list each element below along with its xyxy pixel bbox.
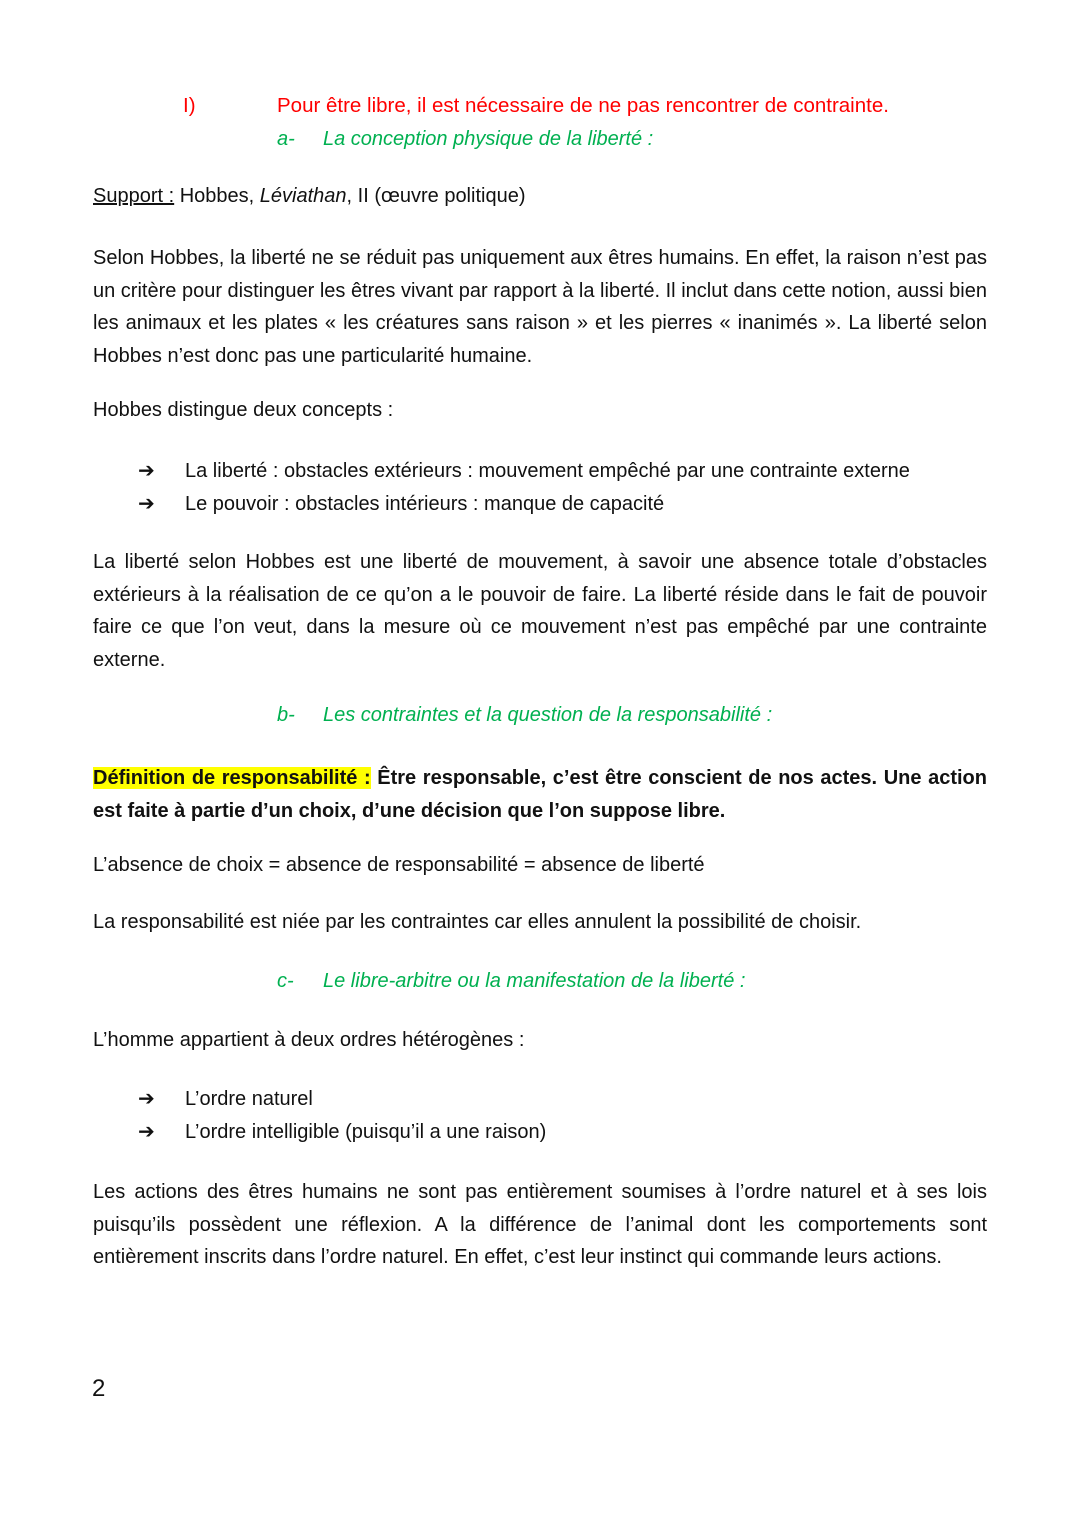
bullet-text: La liberté : obstacles extérieurs : mouvement empêché par une contrainte externe <box>185 460 910 482</box>
arrow-icon: ➔ <box>138 491 155 515</box>
support-author: Hobbes, <box>174 185 260 207</box>
bullet-item <box>138 1119 546 1144</box>
paragraph-1: Selon Hobbes, la liberté ne se réduit pas uniquement aux êtres humains. En effet, la raison n’est pas un critère pour distinguer les êtres vivant par rapport à la liberté. Il inclut dans cette notion, aussi bien les animaux et les plates « les créatures sans raison » et les pierres « inanimés ». La liberté selon Hobbes n’est donc pas une particularité humaine. <box>93 247 987 367</box>
paragraph-2: La liberté selon Hobbes est une liberté de mouvement, à savoir une absence totale d’obstacles extérieurs à la réalisation de ce qu’on a le pouvoir de faire. La liberté réside dans le fait de pouvoir faire ce que l’on veut, dans la mesure où ce mouvement n’est pas empêché par une contrainte externe. <box>93 551 987 671</box>
support-line <box>93 185 525 208</box>
subheading-c <box>0 970 1080 1000</box>
subheading-title: Le libre-arbitre ou la manifestation de la liberté : <box>323 970 746 992</box>
section-title: Pour être libre, il est nécessaire de ne pas rencontrer de contrainte. <box>277 94 889 117</box>
bullet-item <box>138 1086 313 1111</box>
definition-label: Définition de responsabilité <box>93 767 358 789</box>
orders-intro: L’homme appartient à deux ordres hétérogènes : <box>93 1029 525 1051</box>
paragraph-3: La responsabilité est niée par les contraintes car elles annulent la possibilité de choisir. <box>93 911 862 933</box>
subheading-letter: a- <box>277 128 295 150</box>
section-heading <box>0 94 1080 124</box>
arrow-icon: ➔ <box>138 458 155 482</box>
paragraph-4: Les actions des êtres humains ne sont pas entièrement soumises à l’ordre naturel et à ses lois puisqu’ils possèdent une réflexion. A la différence de l’animal dont les comportements sont entièrement inscrits dans l’ordre naturel. En effet, c’est leur instinct qui commande leurs actions. <box>93 1181 987 1268</box>
equation-line: L’absence de choix = absence de responsabilité = absence de liberté <box>93 854 705 876</box>
concepts-intro: Hobbes distingue deux concepts : <box>93 399 394 421</box>
arrow-icon: ➔ <box>138 1086 155 1110</box>
bullet-item <box>138 491 664 516</box>
subheading-title: La conception physique de la liberté : <box>323 128 654 150</box>
subheading-b <box>0 704 1080 734</box>
definition-paragraph <box>93 762 987 827</box>
subheading-title: Les contraintes et la question de la responsabilité : <box>323 704 773 726</box>
support-work: Léviathan <box>259 185 347 207</box>
definition-colon: : <box>357 767 371 789</box>
bullet-text: L’ordre naturel <box>185 1088 313 1110</box>
subheading-letter: c- <box>277 970 294 992</box>
section-number: I) <box>183 94 196 117</box>
support-label: Support : <box>93 185 175 207</box>
bullet-text: L’ordre intelligible (puisqu’il a une raison) <box>185 1121 547 1143</box>
subheading-a <box>0 128 1080 158</box>
subheading-letter: b- <box>277 704 295 726</box>
definition-text: Être responsable, c’est être conscient de nos actes. Une action est faite à partie d’un choix, d’une décision que l’on suppose libre. <box>93 767 987 822</box>
arrow-icon: ➔ <box>138 1119 155 1143</box>
support-rest: , II (œuvre politique) <box>346 185 526 207</box>
bullet-item <box>138 458 910 483</box>
page-number: 2 <box>92 1375 106 1402</box>
bullet-text: Le pouvoir : obstacles intérieurs : manque de capacité <box>185 493 665 515</box>
